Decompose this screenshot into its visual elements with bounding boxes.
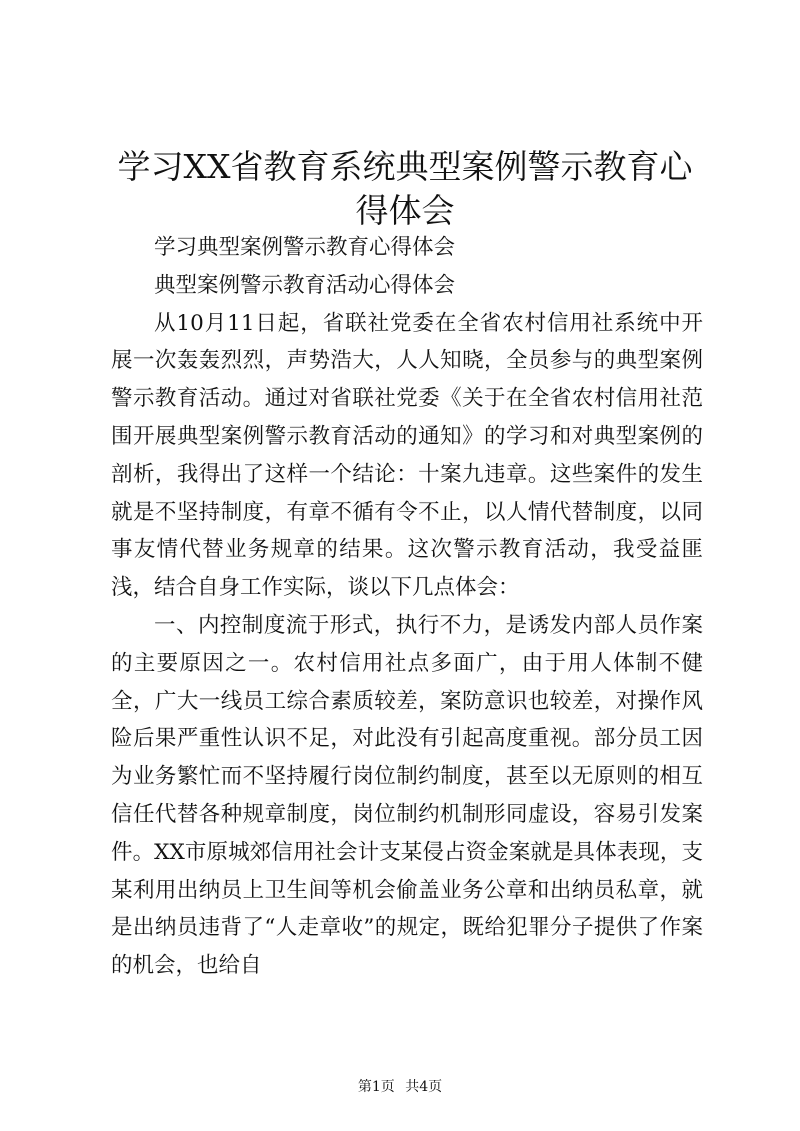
paragraph-point-one: 一、内控制度流于形式，执行不力，是诱发内部人员作案的主要原因之一。农村信用社点多面广，由于用人体制不健全，广大一线员工综合素质较差，案防意识也较差，对操作风险后果严重性认识不足，对此没有引起高度重视。部分员工因为业务繁忙而不坚持履行岗位制约制度，甚至以无原则的相互信任代替各种规章制度，岗位制约机制形同虚设，容易引发案件。XX市原城郊信用社会计支某侵占资金案就是具体表现，支某利用出纳员上卫生间等机会偷盖业务公章和出纳员私章，就是出纳员违背了“人走章收”的规定，既给犯罪分子提供了作案的机会，也给自 (111, 612, 703, 979)
document-body (111, 229, 703, 985)
paragraph-subtitle-1: 学习典型案例警示教育心得体会 (154, 235, 456, 260)
paragraph-intro: 从10月11日起，省联社党委在全省农村信用社系统中开展一次轰轰烈烈，声势浩大，人人知晓，全员参与的典型案例警示教育活动。通过对省联社党委《关于在全省农村信用社范围开展典型案例警示教育活动的通知》的学习和对典型案例的剖析，我得出了这样一个结论：十案九违章。这些案件的发生就是不坚持制度，有章不循有令不止，以人情代替制度，以同事友情代替业务规章的结果。这次警示教育活动，我受益匪浅，结合自身工作实际，谈以下几点体会： (111, 310, 703, 601)
paragraph-subtitle-2: 典型案例警示教育活动心得体会 (154, 272, 456, 298)
page-total: 共4页 (405, 1079, 443, 1095)
document-title: 学习XX省教育系统典型案例警示教育心得体会 (117, 147, 693, 230)
page-number: 第1页 (357, 1079, 395, 1095)
page-footer (0, 1077, 800, 1097)
